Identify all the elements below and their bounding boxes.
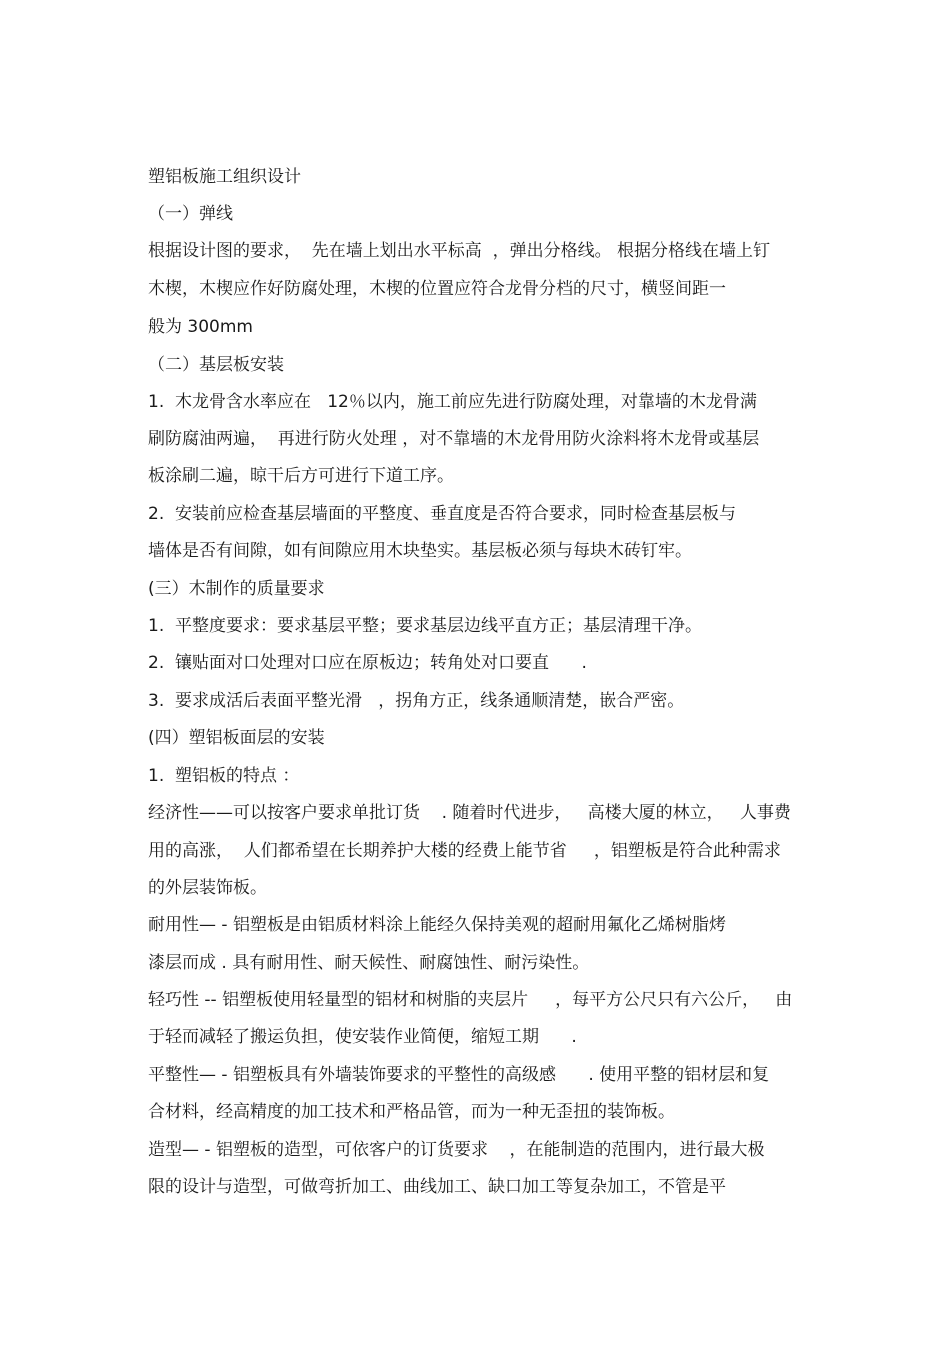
paragraph-line: 刷防腐油两遍， 再进行防火处理 ，对不靠墙的木龙骨用防火涂料将木龙骨或基层 (148, 429, 760, 449)
paragraph-line: 2. 镶贴面对口处理对口应在原板边；转角处对口要直 . (148, 653, 587, 673)
paragraph-line: 经济性——可以按客户要求单批订货 . 随着时代进步， 高楼大厦的林立， 人事费 (148, 803, 791, 823)
paragraph-line: 2. 安装前应检查基层墙面的平整度、垂直度是否符合要求，同时检查基层板与 (148, 504, 737, 524)
paragraph-line: 木楔，木楔应作好防腐处理，木楔的位置应符合龙骨分档的尺寸，横竖间距一 (148, 279, 726, 299)
paragraph-line: 3. 要求成活后表面平整光滑 ，拐角方正，线条通顺清楚，嵌合严密。 (148, 691, 685, 711)
paragraph-line: 般为 300mm (148, 317, 253, 337)
paragraph-line: 1. 平整度要求：要求基层平整；要求基层边线平直方正；基层清理干净。 (148, 616, 703, 636)
paragraph-line: 平整性— - 铝塑板具有外墙装饰要求的平整性的高级感 . 使用平整的铝材层和复 (148, 1065, 770, 1085)
section-heading: （二）基层板安装 (148, 355, 284, 375)
paragraph-line: 耐用性— - 铝塑板是由铝质材料涂上能经久保持美观的超耐用氟化乙烯树脂烤 (148, 915, 726, 935)
paragraph-line: 合材料，经高精度的加工技术和严格品管，而为一种无歪扭的装饰板。 (148, 1102, 675, 1122)
section-heading: (四）塑铝板面层的安装 (148, 728, 325, 748)
paragraph-line: 造型— - 铝塑板的造型，可依客户的订货要求 ，在能制造的范围内，进行最大极 (148, 1140, 765, 1160)
paragraph-line: 1. 木龙骨含水率应在 12％以内，施工前应先进行防腐处理，对靠墙的木龙骨满 (148, 392, 757, 412)
document-title: 塑铝板施工组织设计 (148, 167, 301, 187)
section-heading: （一）弹线 (148, 204, 233, 224)
paragraph-line: 用的高涨， 人们都希望在长期养护大楼的经费上能节省 ，铝塑板是符合此种需求 (148, 841, 781, 861)
paragraph-line: 限的设计与造型，可做弯折加工、曲线加工、缺口加工等复杂加工，不管是平 (148, 1177, 726, 1197)
paragraph-line: 的外层装饰板。 (148, 878, 267, 898)
paragraph-line: 于轻而减轻了搬运负担，使安装作业简便，缩短工期 . (148, 1027, 577, 1047)
paragraph-line: 根据设计图的要求， 先在墙上划出水平标高 ，弹出分格线。 根据分格线在墙上钉 (148, 241, 771, 261)
paragraph-line: 1. 塑铝板的特点 ： (148, 766, 300, 786)
paragraph-line: 墙体是否有间隙，如有间隙应用木块垫实。基层板必须与每块木砖钉牢。 (148, 541, 692, 561)
section-heading: (三）木制作的质量要求 (148, 579, 325, 599)
paragraph-line: 轻巧性 -- 铝塑板使用轻量型的铝材和树脂的夹层片 ，每平方公尺只有六公斤， 由 (148, 990, 793, 1010)
paragraph-line: 漆层而成 . 具有耐用性、耐天候性、耐腐蚀性、耐污染性。 (148, 953, 590, 973)
paragraph-line: 板涂刷二遍，晾干后方可进行下道工序。 (148, 466, 454, 486)
